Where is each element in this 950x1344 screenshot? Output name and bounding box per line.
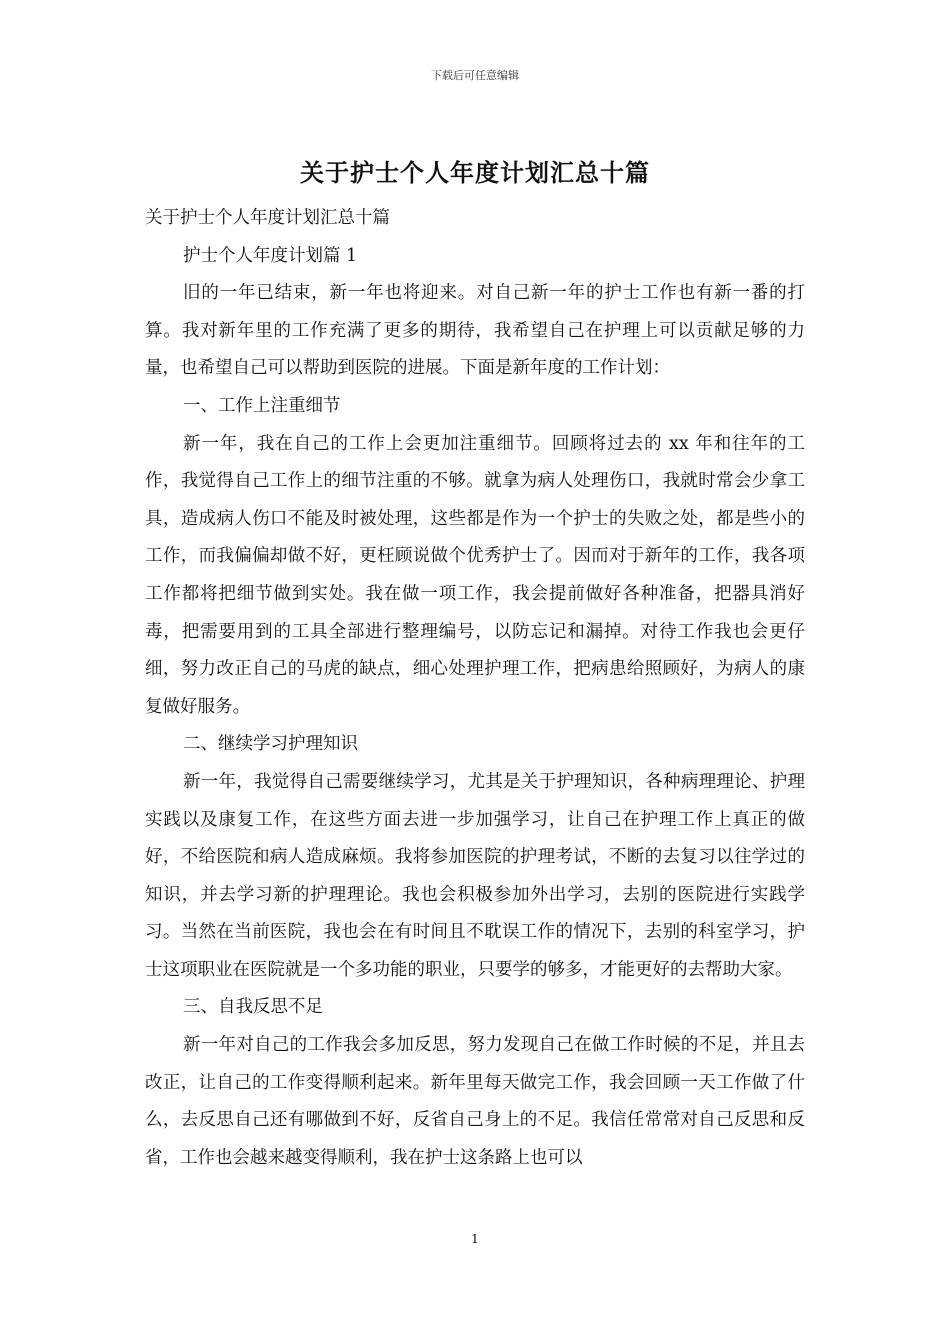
heading-1: 一、工作上注重细节 xyxy=(183,395,341,416)
paragraph-3: 新一年对自己的工作我会多加反思，努力发现自己在做工作时候的不足，并且去改正，让自己的工作变得顺利起来。新年里每天做完工作，我会回顾一天工作做了什么，去反思自己还有哪做到不好，反省自己身上的不足。我信任常常对自己反思和反省，工作也会越来越变得顺利，我在护士这条路上也可以 xyxy=(145,1035,805,1168)
paragraph-intro: 旧的一年已结束，新一年也将迎来。对自己新一年的护士工作也有新一番的打算。我对新年里的工作充满了更多的期待，我希望自己在护理上可以贡献足够的力量，也希望自己可以帮助到医院的进展。下面是新年度的工作计划： xyxy=(145,283,805,379)
document-title: 关于护士个人年度计划汇总十篇 xyxy=(300,158,650,187)
header-note: 下载后可任意编辑 xyxy=(431,69,519,82)
section-title: 护士个人年度计划篇 1 xyxy=(183,245,358,266)
paragraph-1: 新一年，我在自己的工作上会更加注重细节。回顾将过去的 xx 年和往年的工作，我觉得自己工作上的细节注重的不够。就拿为病人处理伤口，我就时常会少拿工具，造成病人伤口不能及时被处理，这些都是作为一个护士的失败之处，都是些小的工作，而我偏偏却做不好，更枉顾说做个优秀护士了。因而对于新年的工作，我各项工作都将把细节做到实处。我在做一项工作，我会提前做好各种准备，把器具消好毒，把需要用到的工具全部进行整理编号，以防忘记和漏掉。对待工作我也会更仔细，努力改正自己的马虎的缺点，细心处理护理工作，把病患给照顾好，为病人的康复做好服务。 xyxy=(145,433,805,717)
page-number: 1 xyxy=(471,1232,479,1246)
subtitle-line: 关于护士个人年度计划汇总十篇 xyxy=(145,208,390,228)
paragraph-2: 新一年，我觉得自己需要继续学习，尤其是关于护理知识，各种病理理论、护理实践以及康复工作，在这些方面去进一步加强学习，让自己在护理工作上真正的做好，不给医院和病人造成麻烦。我将参加医院的护理考试，不断的去复习以往学过的知识，并去学习新的护理理论。我也会积极参加外出学习，去别的医院进行实践学习。当然在当前医院，我也会在有时间且不耽误工作的情况下，去别的科室学习，护士这项职业在医院就是一个多功能的职业，只要学的够多，才能更好的去帮助大家。 xyxy=(145,771,805,980)
heading-3: 三、自我反思不足 xyxy=(183,997,323,1018)
document-body xyxy=(145,200,805,1177)
heading-2: 二、继续学习护理知识 xyxy=(183,734,358,755)
